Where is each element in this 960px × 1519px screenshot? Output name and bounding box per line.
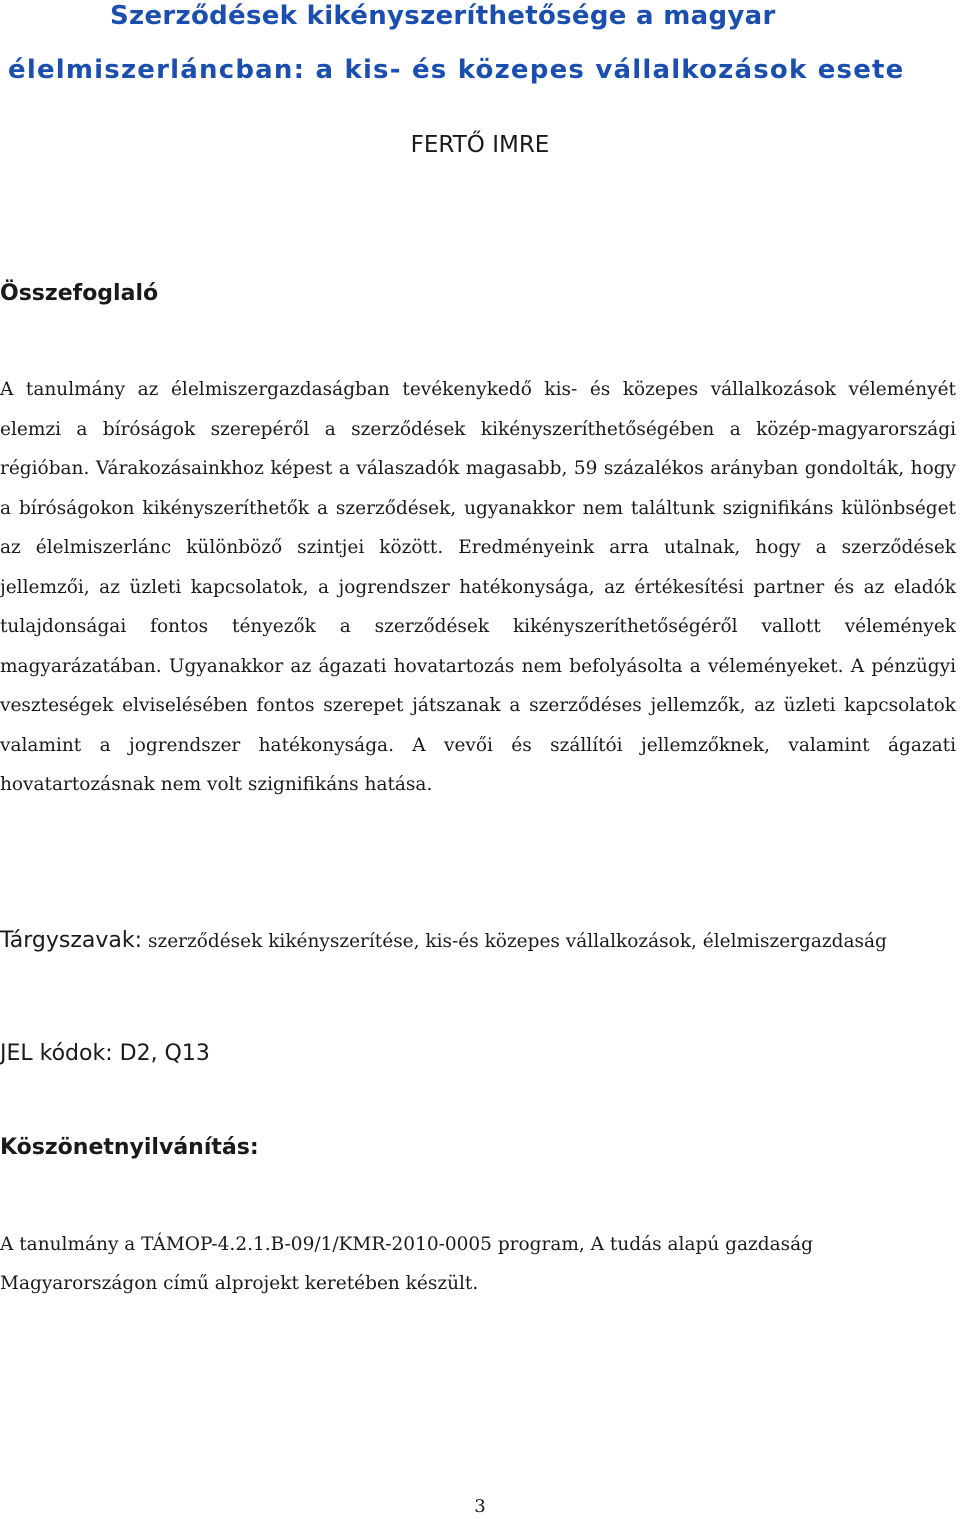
abstract-heading: Összefoglaló — [0, 281, 159, 306]
paper-title-line-2: élelmiszerláncban: a kis- és közepes vállalkozások esete — [8, 55, 905, 85]
acknowledgement-heading: Köszönetnyilvánítás: — [0, 1135, 259, 1160]
keywords — [0, 920, 956, 963]
jel-codes: JEL kódok: D2, Q13 — [0, 1041, 210, 1066]
keywords-label: Tárgyszavak: — [0, 928, 143, 953]
acknowledgement-text: A tanulmány a TÁMOP-4.2.1.B-09/1/KMR-2010-0005 program, A tudás alapú gazdaság Magyarországon című alprojekt keretében készült. — [0, 1234, 813, 1294]
keywords-text: szerződések kikényszerítése, kis-és közepes vállalkozások, élelmiszergazdaság — [147, 931, 887, 952]
abstract-text: A tanulmány az élelmiszergazdaságban tevékenykedő kis- és közepes vállalkozások véleményét elemzi a bíróságok szerepéről a szerződések kikényszeríthetőségében a közép-magyarországi régióban. Várakozásainkhoz képest a válaszadók magasabb, 59 százalékos arányban gondolták, hogy a bíróságokon kikényszeríthetők a szerződések, ugyanakkor nem találtunk szignifikáns különbséget az élelmiszerlánc különböző szintjei között. Eredményeink arra utalnak, hogy a szerződések jellemzői, az üzleti kapcsolatok, a jogrendszer hatékonysága, az értékesítési partner és az eladók tulajdonságai fontos tényezők a szerződések kikényszeríthetőségéről vallott vélemények magyarázatában. Ugyanakkor az ágazati hovatartozás nem befolyásolta a véleményeket. A pénzügyi veszteségek elviselésében fontos szerepet játszanak a szerződéses jellemzők, az üzleti kapcsolatok valamint a jogrendszer hatékonysága. A vevői és szállítói jellemzőknek, valamint ágazati hovatartozásnak nem volt szignifikáns hatása. — [0, 379, 956, 795]
paper-title-line-1: Szerződések kikényszeríthetősége a magyar — [110, 1, 776, 31]
author-name: FERTŐ IMRE — [410, 132, 550, 158]
page-number: 3 — [474, 1496, 486, 1517]
